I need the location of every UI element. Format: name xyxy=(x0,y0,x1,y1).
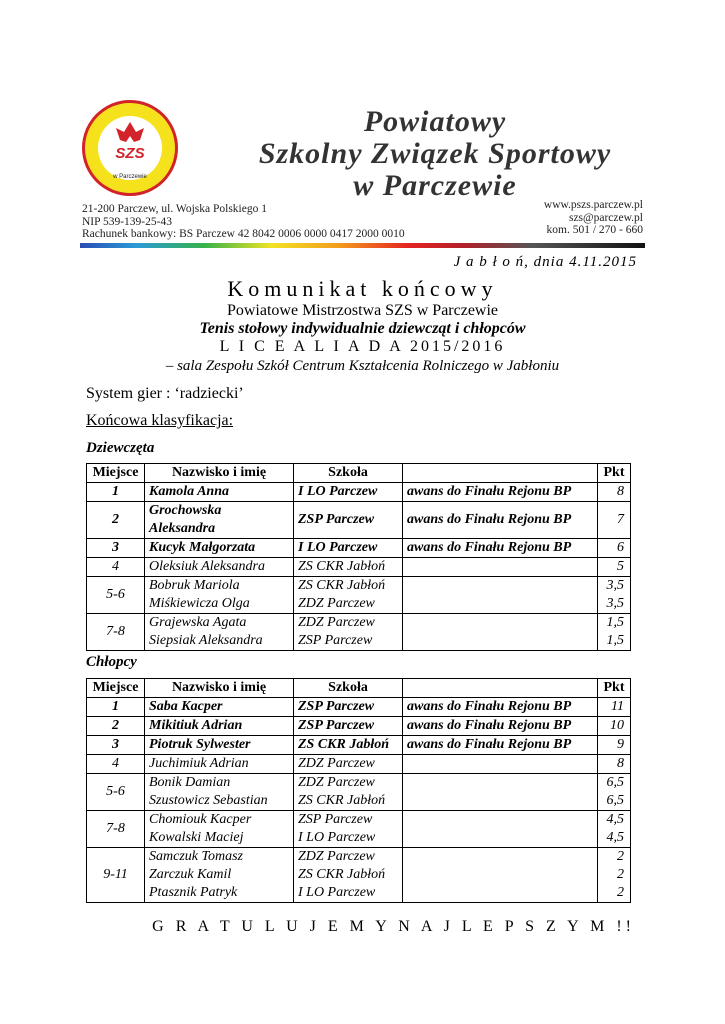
subtitle-venue: – sala Zespołu Szkół Centrum Kształcenia Rolniczego w Jabłoniu xyxy=(165,358,560,374)
note-cell xyxy=(403,577,598,614)
girls-results-table xyxy=(86,463,631,651)
table-row xyxy=(87,577,631,614)
table-row xyxy=(87,717,631,736)
subtitle-competition: L I C E A L I A D A 2015/2016 xyxy=(219,338,506,355)
nip-line: NIP 539-139-25-43 xyxy=(82,215,172,228)
school-cell: ZSP Parczew I LO Parczew xyxy=(294,811,403,848)
place-cell: 5-6 xyxy=(87,577,145,614)
organization-title xyxy=(200,106,670,202)
boys-label: Chłopcy xyxy=(86,654,137,670)
name-cell: Grajewska Agata Siepsiak Aleksandra xyxy=(145,614,294,651)
points-cell: 1,5 1,5 xyxy=(598,614,631,651)
header-name: Nazwisko i imię xyxy=(145,464,294,483)
name-cell: Bonik Damian Szustowicz Sebastian xyxy=(145,774,294,811)
phone-line: kom. 501 / 270 - 660 xyxy=(546,224,643,236)
svg-text:SZS: SZS xyxy=(115,145,145,162)
table-row xyxy=(87,614,631,651)
header-note xyxy=(403,464,598,483)
points-cell: 5 xyxy=(598,558,631,577)
school-cell: ZS CKR Jabłoń xyxy=(294,558,403,577)
header-school: Szkoła xyxy=(294,679,403,698)
note-cell xyxy=(403,811,598,848)
table-header-row xyxy=(87,679,631,698)
name-cell: Mikitiuk Adrian xyxy=(145,717,294,736)
table-row xyxy=(87,848,631,903)
email-line: szs@parczew.pl xyxy=(568,211,643,224)
table-row xyxy=(87,483,631,502)
document-title: Komunikat końcowy xyxy=(227,276,498,301)
note-cell: awans do Finału Rejonu BP xyxy=(403,717,598,736)
place-cell: 1 xyxy=(87,483,145,502)
note-cell: awans do Finału Rejonu BP xyxy=(403,502,598,539)
website-line: www.pszs.parczew.pl xyxy=(543,199,643,211)
note-cell xyxy=(403,848,598,903)
place-cell: 9-11 xyxy=(87,848,145,903)
table-row xyxy=(87,698,631,717)
contact-address-block xyxy=(82,203,405,241)
school-cell: I LO Parczew xyxy=(294,483,403,502)
header-points: Pkt xyxy=(598,679,631,698)
school-cell: ZSP Parczew xyxy=(294,717,403,736)
points-cell: 11 xyxy=(598,698,631,717)
place-cell: 1 xyxy=(87,698,145,717)
note-cell: awans do Finału Rejonu BP xyxy=(403,539,598,558)
name-cell: Saba Kacper xyxy=(145,698,294,717)
place-cell: 5-6 xyxy=(87,774,145,811)
address-line: 21-200 Parczew, ul. Wojska Polskiego 1 xyxy=(82,203,267,215)
table-row xyxy=(87,539,631,558)
place-cell: 3 xyxy=(87,736,145,755)
congratulations: G R A T U L U J E M Y N A J L E P S Z Y M !! xyxy=(152,918,635,935)
note-cell xyxy=(403,614,598,651)
header-name: Nazwisko i imię xyxy=(145,679,294,698)
school-cell: ZDZ Parczew ZS CKR Jabłoń I LO Parczew xyxy=(294,848,403,903)
org-title-line-2: Szkolny Związek Sportowy xyxy=(258,137,612,170)
school-cell: I LO Parczew xyxy=(294,539,403,558)
name-cell: Samczuk Tomasz Zarczuk Kamil Ptasznik Patryk xyxy=(145,848,294,903)
game-system: System gier : ‘radziecki’ xyxy=(86,385,244,402)
name-cell: Bobruk Mariola Miśkiewicza Olga xyxy=(145,577,294,614)
points-cell: 9 xyxy=(598,736,631,755)
org-title-line-1: Powiatowy xyxy=(363,105,507,138)
place-cell: 7-8 xyxy=(87,614,145,651)
note-cell: awans do Finału Rejonu BP xyxy=(403,698,598,717)
name-cell: Chomiouk Kacper Kowalski Maciej xyxy=(145,811,294,848)
school-cell: ZDZ Parczew xyxy=(294,755,403,774)
org-title-line-3: w Parczewie xyxy=(353,169,517,202)
girls-label: Dziewczęta xyxy=(86,440,155,456)
place-cell: 2 xyxy=(87,502,145,539)
header-school: Szkoła xyxy=(294,464,403,483)
table-row xyxy=(87,736,631,755)
points-cell: 6,5 6,5 xyxy=(598,774,631,811)
table-row xyxy=(87,755,631,774)
points-cell: 7 xyxy=(598,502,631,539)
szs-logo xyxy=(80,98,180,198)
note-cell xyxy=(403,774,598,811)
name-cell: Kucyk Małgorzata xyxy=(145,539,294,558)
contact-web-block xyxy=(544,199,643,237)
subtitle-championship: Powiatowe Mistrzostwa SZS w Parczewie xyxy=(226,302,499,319)
school-cell: ZSP Parczew xyxy=(294,502,403,539)
name-cell: Oleksiuk Aleksandra xyxy=(145,558,294,577)
table-row xyxy=(87,558,631,577)
table-row xyxy=(87,502,631,539)
place-cell: 4 xyxy=(87,558,145,577)
school-cell: ZS CKR Jabłoń xyxy=(294,736,403,755)
name-cell: Grochowska Aleksandra xyxy=(145,502,294,539)
rainbow-divider xyxy=(80,243,645,248)
note-cell xyxy=(403,755,598,774)
header-place: Miejsce xyxy=(87,679,145,698)
header-note xyxy=(403,679,598,698)
header-place: Miejsce xyxy=(87,464,145,483)
points-cell: 10 xyxy=(598,717,631,736)
school-cell: ZDZ Parczew ZSP Parczew xyxy=(294,614,403,651)
place-cell: 2 xyxy=(87,717,145,736)
svg-text:w Parczewie: w Parczewie xyxy=(113,174,147,180)
name-cell: Piotruk Sylwester xyxy=(145,736,294,755)
place-cell: 3 xyxy=(87,539,145,558)
name-cell: Kamola Anna xyxy=(145,483,294,502)
bank-account-line: Rachunek bankowy: BS Parczew 42 8042 0006 0000 0417 2000 0010 xyxy=(82,228,405,240)
note-cell: awans do Finału Rejonu BP xyxy=(403,483,598,502)
place-cell: 7-8 xyxy=(87,811,145,848)
classification-label: Końcowa klasyfikacja: xyxy=(86,412,234,429)
school-cell: ZDZ Parczew ZS CKR Jabłoń xyxy=(294,774,403,811)
note-cell: awans do Finału Rejonu BP xyxy=(403,736,598,755)
points-cell: 6 xyxy=(598,539,631,558)
table-header-row xyxy=(87,464,631,483)
points-cell: 8 xyxy=(598,755,631,774)
header-points: Pkt xyxy=(598,464,631,483)
points-cell: 3,5 3,5 xyxy=(598,577,631,614)
table-row xyxy=(87,774,631,811)
table-row xyxy=(87,811,631,848)
subtitle-discipline: Tenis stołowy indywidualnie dziewcząt i chłopców xyxy=(199,320,526,337)
date-line: J a b ł o ń, dnia 4.11.2015 xyxy=(453,254,637,270)
points-cell: 4,5 4,5 xyxy=(598,811,631,848)
school-cell: ZSP Parczew xyxy=(294,698,403,717)
points-cell: 8 xyxy=(598,483,631,502)
boys-results-table xyxy=(86,678,631,903)
name-cell: Juchimiuk Adrian xyxy=(145,755,294,774)
points-cell: 2 2 2 xyxy=(598,848,631,903)
place-cell: 4 xyxy=(87,755,145,774)
school-cell: ZS CKR Jabłoń ZDZ Parczew xyxy=(294,577,403,614)
note-cell xyxy=(403,558,598,577)
